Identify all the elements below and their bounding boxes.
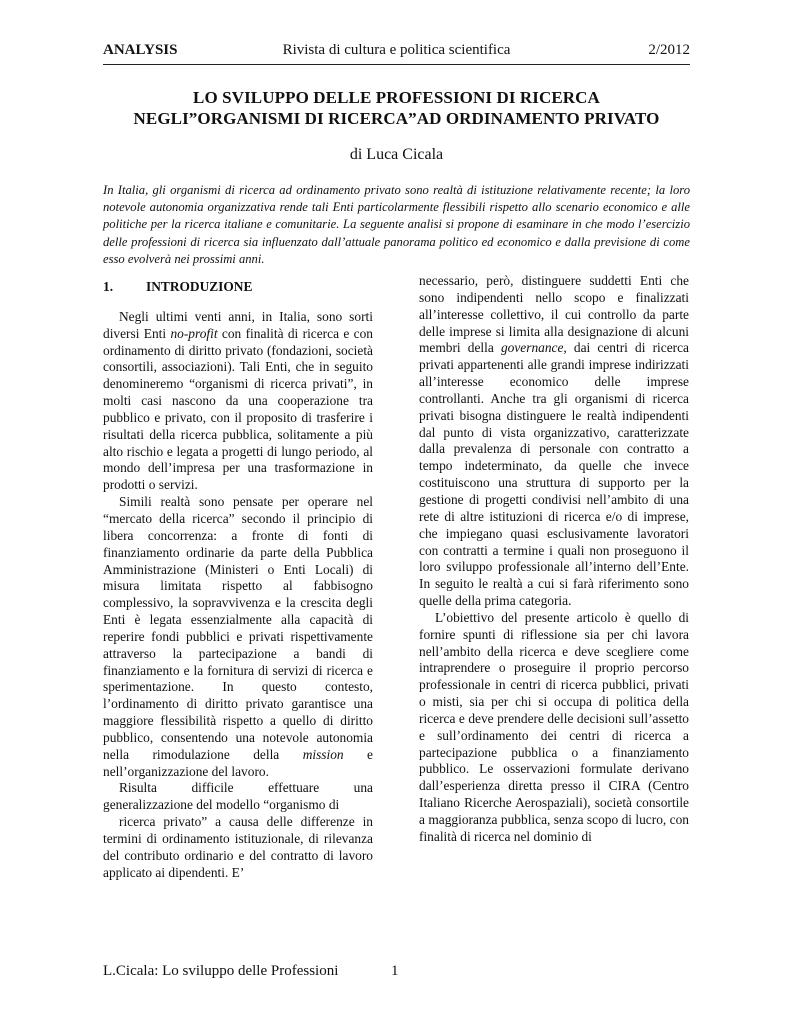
right-column <box>419 273 689 846</box>
paragraph-2-text-b: e nell’organizzazione del lavoro. <box>103 746 373 779</box>
paragraph-4-text-a: necessario, però, distinguere suddetti Enti che sono indipendenti nello scopo e finalizzati all’interesse collettivo, il cui controllo da parte delle imprese si limita alla designazione di alcuni membri della <box>419 273 689 356</box>
paragraph-3-rest: ricerca privato” a causa delle differenze in termini di ordinamento istituzionale, di rilevanza del contributo ordinario e del contratto di lavoro applicato ai dipendenti. E’ <box>103 814 373 880</box>
paragraph-4-text-b: , dai centri di ricerca privati appartenenti alle grandi imprese indirizzati all’interesse economico delle imprese controllanti. Anche tra gli organismi di ricerca privati bisogna distinguere le realtà indipendenti dal punto di vista organizzativo, caratterizzate dalla prevalenza di personale con contratto a tempo indeterminato, da quelle che invece costituiscono una struttura di supporto per la gestione di progetti condivisi nell’ambito di una rete di altre istituzioni di ricerca e/o di imprese, che impiegano quasi esclusivamente lavoratori con contratti a termine i quali non proseguono il loro sviluppo professionale all’interno dell’Ente. In seguito le realtà a cui si farà riferimento sono quelle della prima categoria. <box>419 340 689 609</box>
article-title-line-1: LO SVILUPPO DELLE PROFESSIONI DI RICERCA <box>193 88 600 107</box>
abstract: In Italia, gli organismi di ricerca ad ordinamento privato sono realtà di istituzione relativamente recente; la loro notevole autonomia organizzativa rende tali Enti particolarmente flessibili rispetto allo scenario economico e alle politiche per la ricerca italiane e comunitarie. La seguente analisi si propone di esaminare in che modo l’esercizio delle professioni di ricerca sia influenzato dall’attuale panorama politico ed economico e dalla previsione di come esso evolverà nei prossimi anni. <box>103 183 690 266</box>
author-byline: di Luca Cicala <box>349 146 444 163</box>
section-number: 1. <box>103 279 114 294</box>
paragraph-4-emphasis: governance <box>500 340 564 356</box>
paragraph-3-line-1: Risulta difficile effettuare una <box>119 780 373 796</box>
header-issue-number: 2/2012 <box>648 42 690 58</box>
running-header <box>103 42 690 65</box>
paragraph-1 <box>103 309 373 494</box>
left-column <box>103 279 373 882</box>
paragraph-2-emphasis: mission <box>302 746 344 762</box>
paragraph-1-text-b: con finalità di ricerca e con ordinamento di diritto privato (fondazioni, società consortili, associazioni). Tali Enti, che in seguito denomineremo “organismi di ricerca privati”, in molti casi nascono da una cooperazione tra pubblico e privato, con il proposito di trasferire i risultati della ricerca pubblica, solitamente a più alto rischio e legata a progetti di lungo periodo, al mondo dell’impresa per una trasformazione in prodotti o servizi. <box>103 325 373 493</box>
section-title: INTRODUZIONE <box>146 279 253 294</box>
header-journal-name: Rivista di cultura e politica scientifica <box>282 42 511 58</box>
paragraph-1-text-a: Negli ultimi venti anni, in Italia, sono sorti diversi Enti <box>103 308 373 341</box>
paragraph-1-emphasis: no-profit <box>170 325 218 341</box>
paragraph-2-text-a: Simili realtà sono pensate per operare nel “mercato della ricerca” secondo il principio di libera concorrenza: a fronte di fonti di finanziamento ordinarie da parte della Pubblica Amministrazione (Ministeri o Enti Locali) di misura limitata rispetto al fabbisogno complessivo, la sopravvivenza e la crescita degli Enti è legata essenzialmente alla capacità di reperire fondi pubblici e privati rispettivamente attraverso la partecipazione a bandi di finanziamento e la fornitura di servizi di ricerca e sperimentazione. In questo contesto, l’ordinamento di diritto privato garantisce una maggiore flessibilità rispetto a quello di diritto pubblico, consentendo una notevole autonomia nella rimodulazione della <box>103 494 373 762</box>
article-title-line-2: NEGLI”ORGANISMI DI RICERCA”AD ORDINAMENTO PRIVATO <box>133 109 660 128</box>
paragraph-4 <box>419 273 689 610</box>
header-section-label: ANALYSIS <box>103 42 178 58</box>
running-footer <box>103 963 423 980</box>
footer-text: L.Cicala: Lo sviluppo delle Professioni <box>103 963 339 979</box>
page-number: 1 <box>391 963 399 979</box>
article-title <box>103 87 690 129</box>
paragraph-2 <box>103 494 373 780</box>
section-heading <box>103 279 373 296</box>
paragraph-5: L’obiettivo del presente articolo è quello di fornire spunti di riflessione sia per chi lavora nell’ambito della ricerca e deve scegliere come intraprendere o proseguire il proprio percorso professionale in centri di ricerca pubblici, privati o misti, sia per chi si occupa di politica della ricerca e deve prendere delle decisioni sull’assetto e sull’ordinamento dei centri di ricerca a partecipazione pubblica o a finanziamento pubblico. Le osservazioni formulate derivano dall’esperienza diretta presso il CIRA (Centro Italiano Ricerche Aerospaziali), società consortile a maggioranza pubblica, senza scopo di lucro, con finalità di ricerca nel dominio di <box>419 609 689 844</box>
paragraph-3-line-2: generalizzazione del modello “organismo di <box>103 797 340 813</box>
